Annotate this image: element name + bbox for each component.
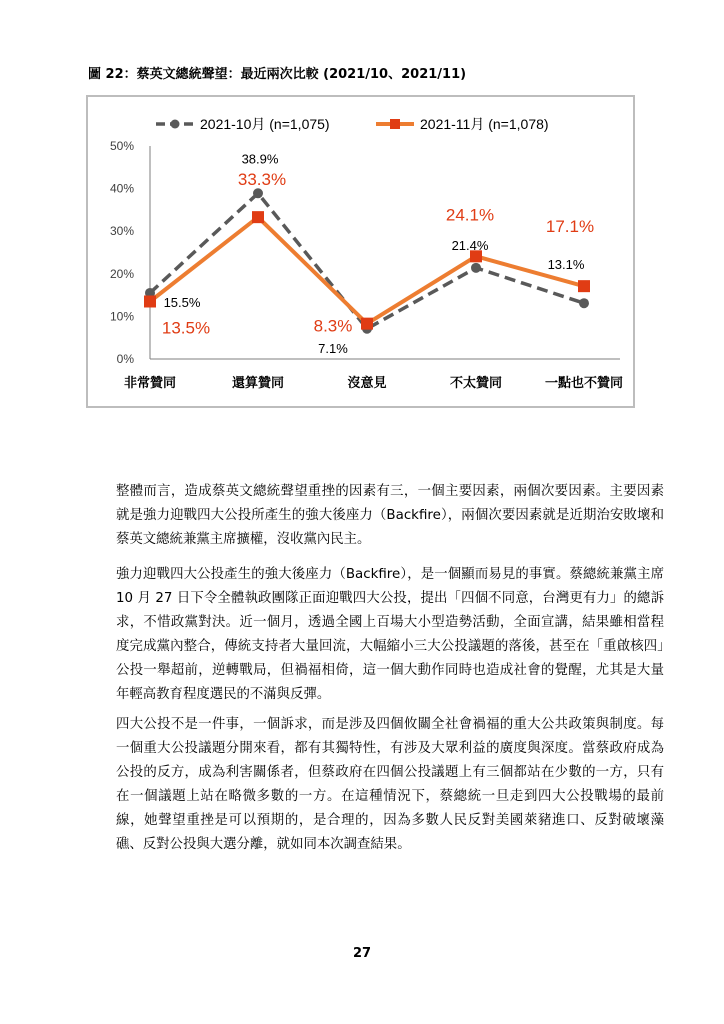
y-tick-label: 50%: [109, 139, 134, 153]
series-line-oct: [150, 193, 584, 328]
data-label-oct: 7.1%: [318, 340, 348, 356]
data-point-oct: [579, 298, 589, 308]
chart-frame: [86, 95, 635, 408]
figure-caption: 圖 22：蔡英文總統聲望：最近兩次比較 (2021/10、2021/11): [88, 67, 467, 82]
data-point-oct: [253, 188, 263, 198]
legend-label-oct: 2021-10月 (n=1,075): [200, 116, 330, 132]
y-tick-label: 30%: [109, 224, 134, 239]
data-point-nov: [578, 280, 590, 292]
paragraph-1: 整體而言，造成蔡英文總統聲望重挫的因素有三，一個主要因素，兩個次要因素。主要因素就是強力迎戰四大公投所產生的強大後座力（Backfire），兩個次要因素就是近期治安敗壞和蔡英文總統兼黨主席擴權，沒收黨內民主。: [116, 484, 664, 547]
y-tick-label: 0%: [116, 352, 134, 366]
legend-label-nov: 2021-11月 (n=1,078): [420, 116, 549, 132]
data-label-oct: 15.5%: [163, 294, 201, 310]
x-category-label: 一點也不贊同: [544, 375, 624, 390]
data-label-nov: 8.3%: [313, 316, 353, 336]
y-tick-label: 10%: [109, 309, 134, 324]
data-label-nov: 24.1%: [445, 205, 495, 225]
x-category-label: 沒意見: [347, 375, 387, 390]
data-label-oct: 13.1%: [547, 257, 585, 273]
paragraph-3: 四大公投不是一件事，一個訴求，而是涉及四個攸關全社會禍福的重大公共政策與制度。每一個重大公投議題分開來看，都有其獨特性，有涉及大眾利益的廣度與深度。當蔡政府成為公投的反方，成為利害關係者，但蔡政府在四個公投議題上有三個都站在少數的一方，只有在一個議題上站在略微多數的一方。在這種情況下，蔡總統一旦走到四大公投戰場的最前線，她聲望重挫是可以預期的，是合理的，因為多數人民反對美國萊豬進口、反對破壞藻礁、反對公投與大選分離，就如同本次調查結果。: [116, 717, 664, 852]
x-category-label: 非常贊同: [123, 375, 177, 390]
y-tick-label: 20%: [109, 266, 134, 281]
legend-marker-oct: [171, 120, 180, 129]
legend-marker-nov: [390, 119, 400, 129]
x-category-label: 不太贊同: [449, 375, 503, 390]
x-category-label: 還算贊同: [231, 375, 285, 390]
data-point-nov: [144, 295, 156, 307]
data-point-nov: [361, 318, 373, 330]
data-label-oct: 38.9%: [241, 151, 279, 167]
data-point-oct: [471, 263, 481, 273]
data-label-oct: 21.4%: [451, 237, 489, 253]
data-label-nov: 17.1%: [545, 217, 595, 237]
paragraph-2: 強力迎戰四大公投產生的強大後座力（Backfire），是一個顯而易見的事實。蔡總統兼黨主席 10 月 27 日下令全體執政團隊正面迎戰四大公投，提出「四個不同意，台灣更有力」的總訴求，不惜政黨對決。近一個月，透過全國上百場大小型造勢活動，全面宣講，結果雖相當程度完成黨內整合，傳統支持者大量回流，大幅縮小三大公投議題的落後，甚至在「重啟核四」公投一舉超前，逆轉戰局，但禍福相倚，這一個大動作同時也造成社會的覺醒，尤其是大量年輕高教育程度選民的不滿與反彈。: [116, 567, 664, 702]
data-label-nov: 13.5%: [161, 318, 211, 338]
data-point-nov: [252, 211, 264, 223]
data-label-nov: 33.3%: [237, 170, 287, 190]
y-tick-label: 40%: [109, 181, 134, 196]
page-number: 27: [352, 946, 372, 961]
line-chart: [88, 97, 633, 406]
